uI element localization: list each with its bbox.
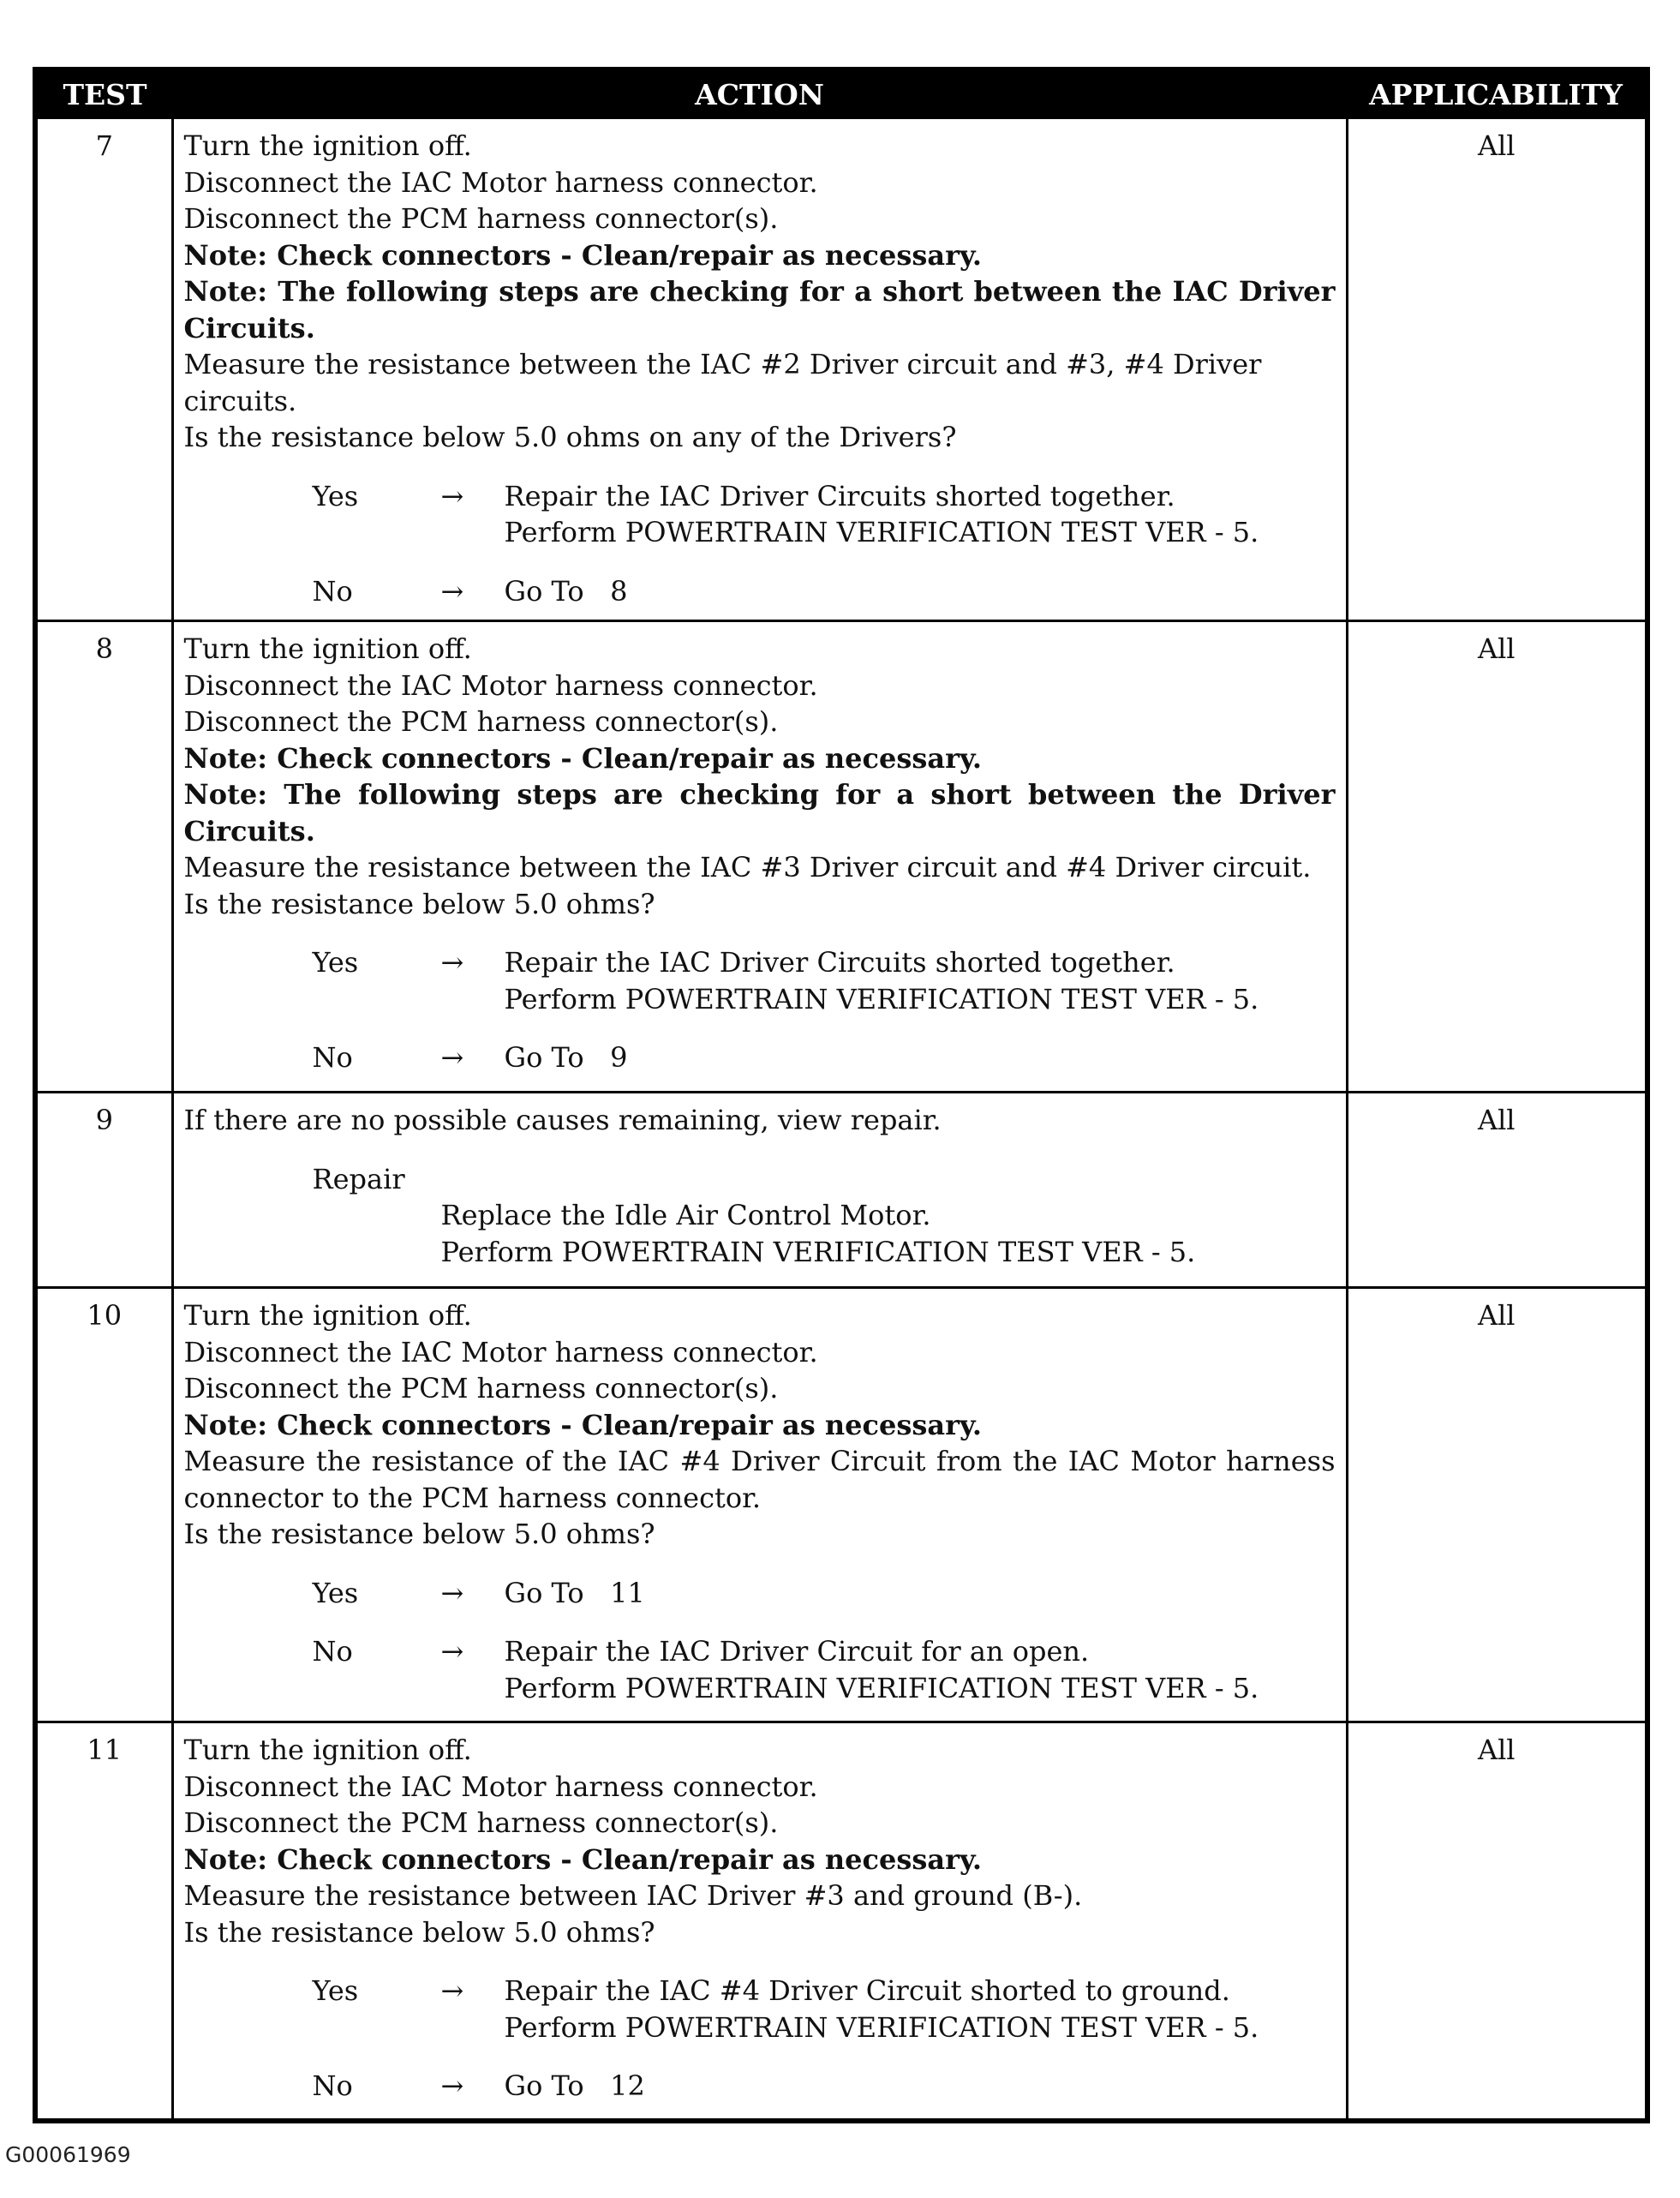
arrow-icon: →: [440, 2069, 464, 2102]
step-text: Measure the resistance between the IAC #3 Driver circuit and #4 Driver circuit.: [183, 851, 1312, 883]
step-text: Measure the resistance of the IAC #4 Driver Circuit from the IAC Motor harness connector to the PCM harness connector.: [183, 1445, 1336, 1514]
yes-result: Repair the IAC Driver Circuits shorted together.: [504, 479, 1175, 512]
no-result: Go To 8: [504, 574, 628, 608]
question-text: Is the resistance below 5.0 ohms on any of the Drivers?: [183, 421, 957, 453]
step-text: Disconnect the PCM harness connector(s).: [183, 1372, 779, 1404]
applicability-cell: All: [1347, 118, 1647, 621]
step-text: If there are no possible causes remaining, view repair.: [183, 1104, 942, 1136]
arrow-icon: →: [440, 1041, 464, 1074]
no-branch: [184, 1039, 1336, 1076]
no-label: No: [312, 1635, 353, 1668]
yes-result: Perform POWERTRAIN VERIFICATION TEST VER - 5.: [504, 516, 1259, 548]
yes-label: Yes: [312, 1576, 359, 1609]
no-result: Perform POWERTRAIN VERIFICATION TEST VER - 5.: [504, 1671, 1259, 1704]
table-row: [35, 1093, 1647, 1288]
table-row: [35, 1722, 1647, 2121]
yes-result: Repair the IAC #4 Driver Circuit shorted to ground.: [504, 1974, 1230, 2007]
repair-branch: [184, 1161, 1336, 1198]
yes-label: Yes: [312, 1974, 359, 2007]
arrow-icon: →: [440, 946, 464, 979]
step-text: Disconnect the IAC Motor harness connector.: [183, 668, 818, 702]
step-text: Measure the resistance between the IAC #2 Driver circuit and #3, #4 Driver circuits.: [183, 348, 1262, 417]
no-label: No: [312, 2069, 353, 2102]
no-result: Go To 9: [504, 1041, 628, 1074]
step-text: Disconnect the PCM harness connector(s).: [183, 202, 779, 235]
test-number: 11: [35, 1722, 172, 2121]
test-number: 9: [35, 1093, 172, 1288]
arrow-icon: →: [440, 1576, 464, 1609]
no-result: Repair the IAC Driver Circuit for an open.: [504, 1635, 1090, 1668]
question-text: Is the resistance below 5.0 ohms?: [183, 1915, 655, 1949]
arrow-icon: →: [440, 1974, 464, 2007]
yes-branch: [184, 1973, 1336, 2045]
table-header-row: [35, 69, 1647, 118]
step-text: Turn the ignition off.: [183, 1734, 472, 1766]
applicability-cell: All: [1347, 621, 1647, 1093]
test-number: 7: [35, 118, 172, 621]
table-row: [35, 621, 1647, 1093]
test-number: 8: [35, 621, 172, 1093]
no-label: No: [312, 1041, 353, 1074]
step-text: Turn the ignition off.: [183, 632, 472, 665]
note-text: Note: Check connectors - Clean/repair as necessary.: [183, 238, 983, 272]
yes-label: Yes: [312, 479, 359, 512]
no-result: Go To 12: [504, 2069, 645, 2102]
repair-result: Perform POWERTRAIN VERIFICATION TEST VER - 5.: [440, 1235, 1196, 1268]
table-row: [35, 118, 1647, 621]
yes-result: Perform POWERTRAIN VERIFICATION TEST VER - 5.: [504, 982, 1259, 1015]
arrow-icon: →: [440, 1635, 464, 1668]
action-cell: [172, 621, 1347, 1093]
applicability-cell: All: [1347, 1093, 1647, 1288]
yes-result: Repair the IAC Driver Circuits shorted together.: [504, 946, 1175, 979]
action-cell: [172, 1722, 1347, 2121]
header-applicability: APPLICABILITY: [1347, 69, 1647, 118]
step-text: Turn the ignition off.: [183, 1299, 472, 1332]
note-text: Note: The following steps are checking for a short between the IAC Driver Circuits.: [183, 275, 1336, 344]
question-text: Is the resistance below 5.0 ohms?: [183, 1518, 655, 1550]
yes-label: Yes: [312, 946, 359, 979]
action-cell: [172, 118, 1347, 621]
note-text: Note: Check connectors - Clean/repair as necessary.: [183, 741, 983, 775]
yes-branch: [184, 1575, 1336, 1612]
diagnostic-test-table: [33, 67, 1650, 2123]
note-text: Note: Check connectors - Clean/repair as necessary.: [183, 1408, 983, 1441]
action-cell: [172, 1288, 1347, 1722]
note-text: Note: Check connectors - Clean/repair as necessary.: [183, 1842, 983, 1876]
no-branch: [184, 573, 1336, 610]
action-cell: [172, 1093, 1347, 1288]
table-row: [35, 1288, 1647, 1722]
no-branch: [184, 2068, 1336, 2105]
arrow-icon: →: [440, 574, 464, 608]
applicability-cell: All: [1347, 1722, 1647, 2121]
header-test: TEST: [35, 69, 172, 118]
note-text: Note: The following steps are checking for a short between the Driver Circuits.: [183, 778, 1336, 847]
applicability-cell: All: [1347, 1288, 1647, 1722]
repair-result: Replace the Idle Air Control Motor.: [440, 1199, 931, 1231]
arrow-icon: →: [440, 479, 464, 512]
step-text: Disconnect the IAC Motor harness connector.: [183, 1770, 818, 1803]
header-action: ACTION: [172, 69, 1347, 118]
yes-branch: [184, 944, 1336, 1017]
step-text: Disconnect the PCM harness connector(s).: [183, 705, 779, 738]
no-label: No: [312, 574, 353, 608]
yes-branch: [184, 478, 1336, 551]
step-text: Turn the ignition off.: [183, 129, 472, 162]
question-text: Is the resistance below 5.0 ohms?: [183, 887, 655, 920]
no-branch: [184, 1633, 1336, 1706]
yes-result: Go To 11: [504, 1576, 645, 1609]
step-text: Disconnect the PCM harness connector(s).: [183, 1806, 779, 1839]
figure-id-label: G00061969: [5, 2142, 131, 2167]
step-text: Disconnect the IAC Motor harness connector.: [183, 165, 818, 199]
test-number: 10: [35, 1288, 172, 1722]
repair-label: Repair: [312, 1162, 405, 1195]
yes-result: Perform POWERTRAIN VERIFICATION TEST VER - 5.: [504, 2010, 1259, 2044]
step-text: Disconnect the IAC Motor harness connector.: [183, 1335, 818, 1369]
step-text: Measure the resistance between IAC Driver #3 and ground (B-).: [183, 1879, 1083, 1912]
